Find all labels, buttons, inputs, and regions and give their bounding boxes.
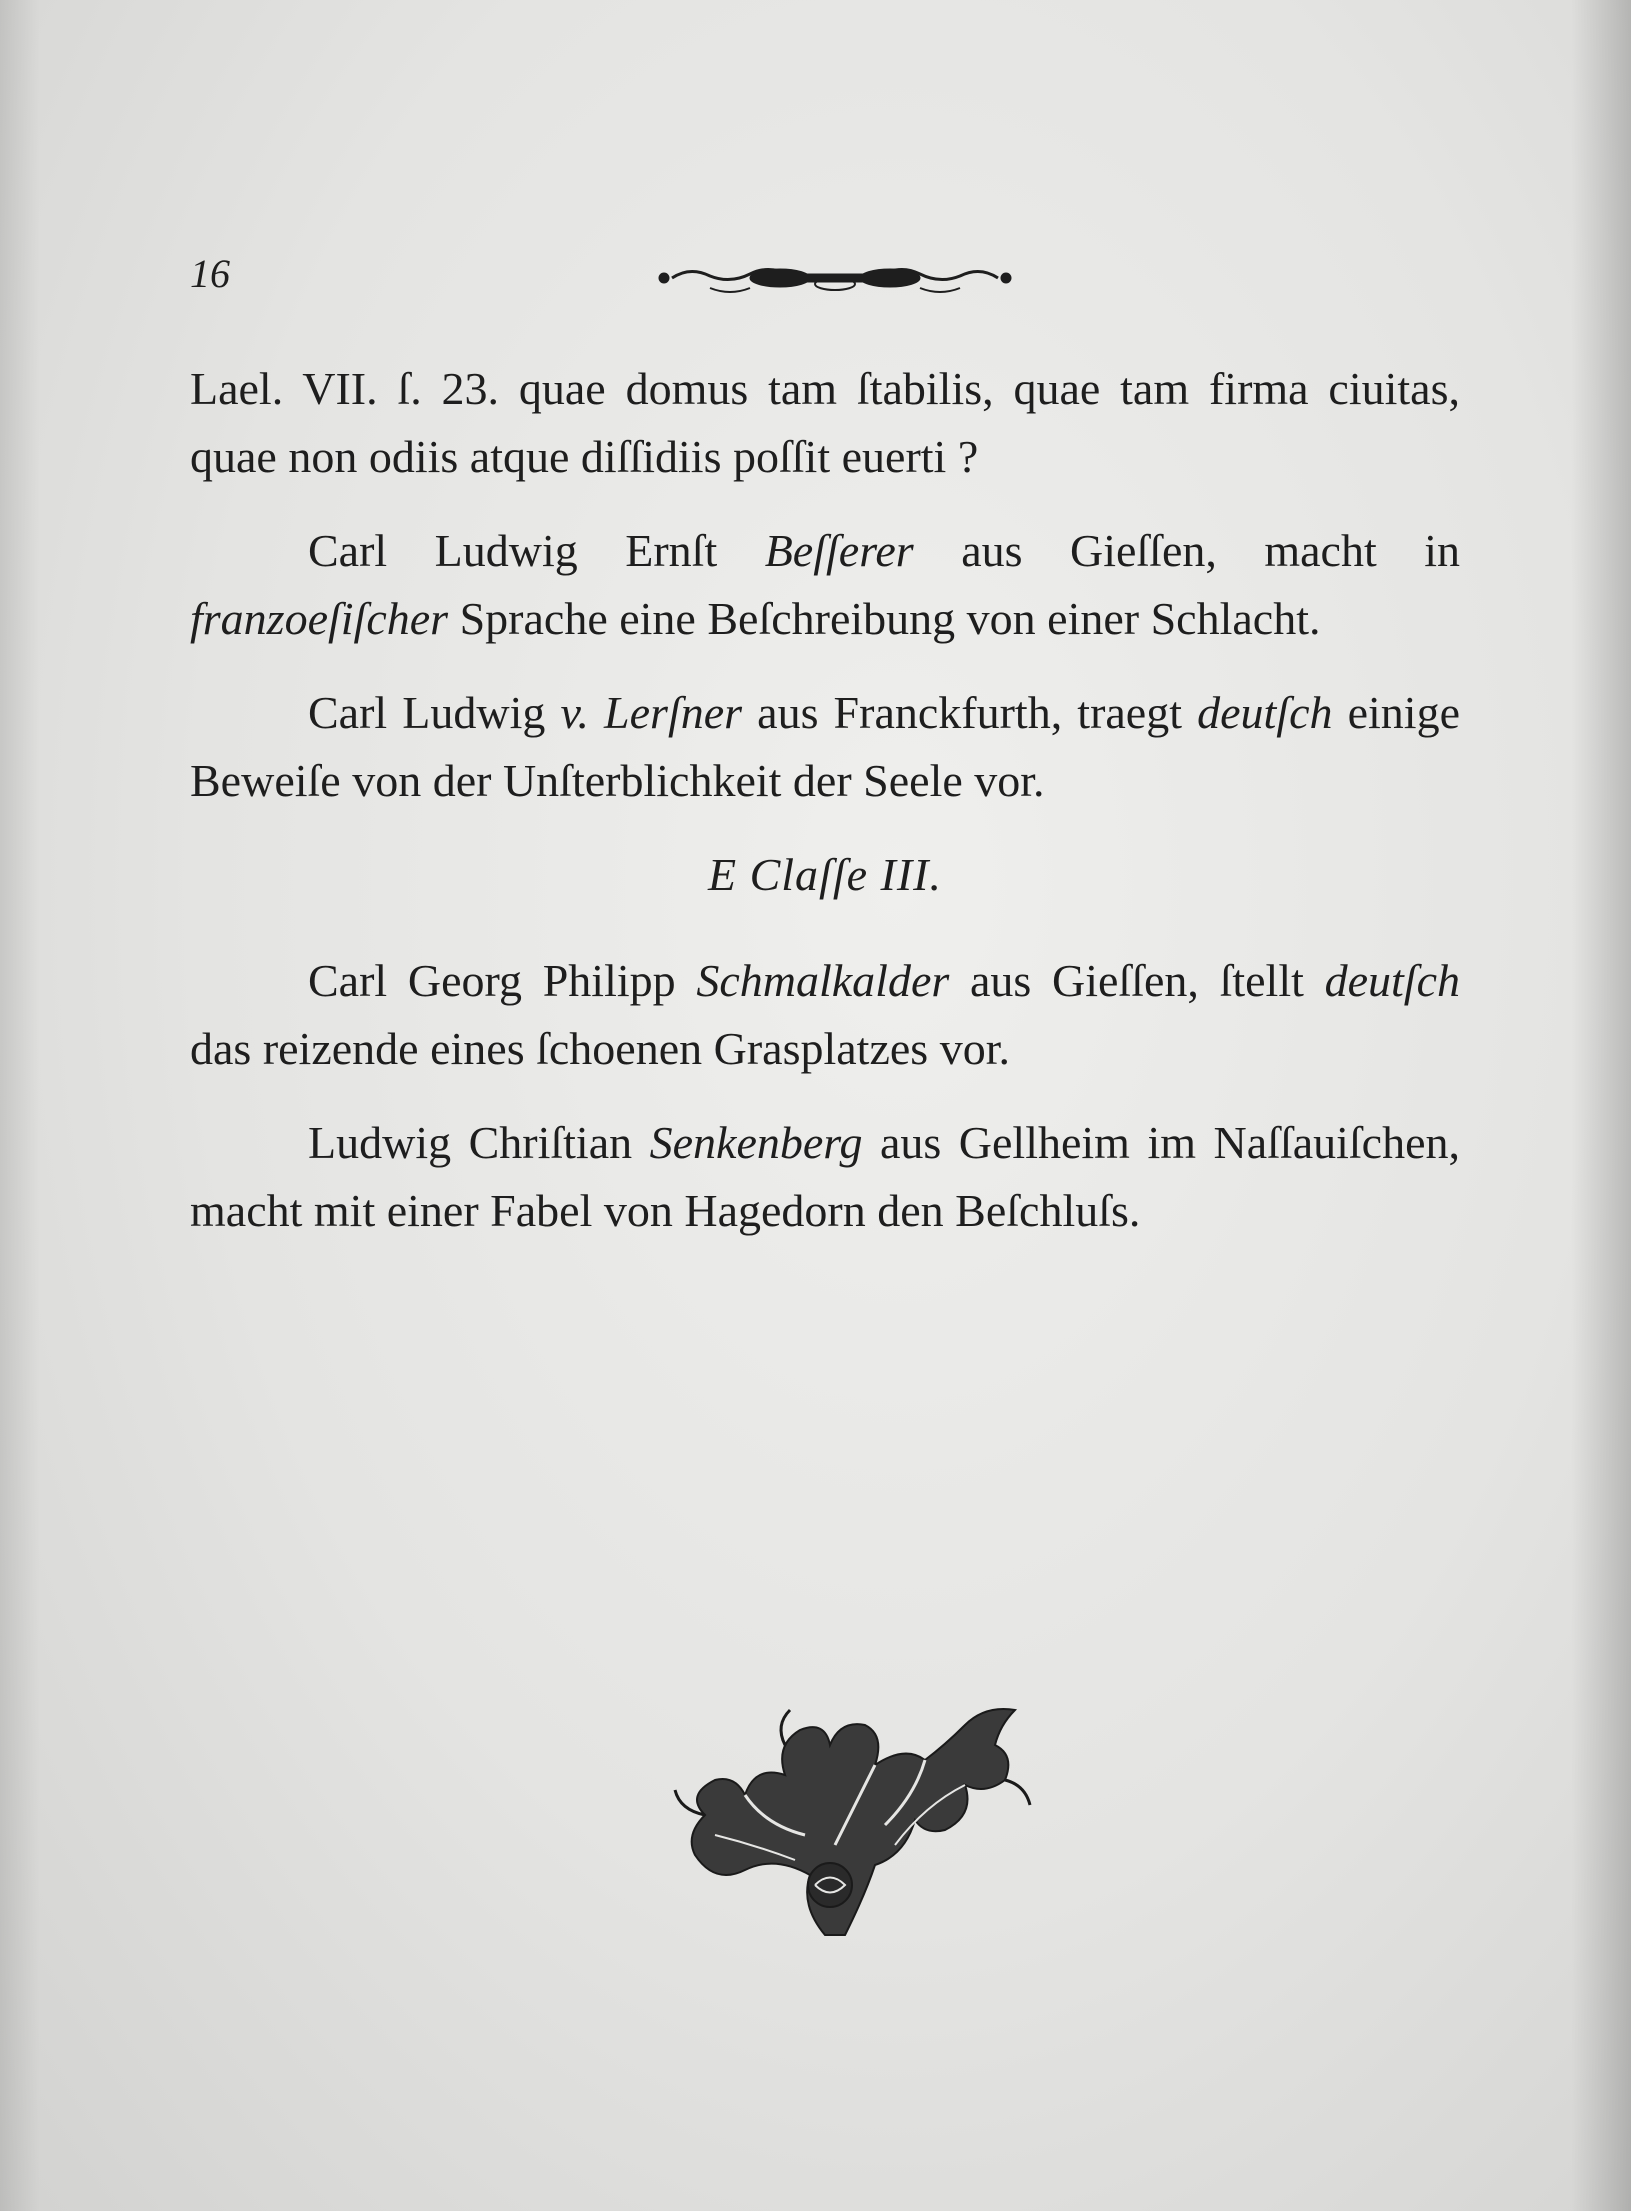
page-header	[180, 250, 1470, 310]
page-number: 16	[190, 251, 230, 296]
text-run: Ludwig Chriſtian	[308, 1117, 650, 1168]
text-run-italic: deutſch	[1197, 687, 1333, 738]
text-run: Carl Georg Philipp	[308, 955, 697, 1006]
text-run: das reizende eines ſchoenen Grasplatzes vor.	[190, 1023, 1010, 1074]
text-run-italic: deutſch	[1324, 955, 1461, 1006]
section-heading: E Claſſe III.	[708, 849, 942, 900]
text-run: einige Beweiſe von der Unſterblichkeit der Seele vor.	[190, 687, 1460, 806]
main-text	[190, 355, 1460, 1271]
text-run: aus Gieſſen, macht in	[913, 525, 1460, 576]
text-run: Carl Ludwig Ernſt	[308, 525, 765, 576]
text-run: aus Gellheim im Naſſauiſchen, macht mit einer Fabel von Hagedorn den Beſchluſs.	[190, 1117, 1461, 1236]
paragraph-5	[190, 1109, 1460, 1245]
text-run-italic: Beſſerer	[764, 525, 914, 576]
text-run: Carl Ludwig	[308, 687, 561, 738]
text-run-italic: franzoeſiſcher	[190, 593, 449, 644]
paragraph-1	[190, 355, 1460, 491]
spine-shadow	[1571, 0, 1631, 2211]
header-ornament-icon	[650, 254, 1020, 302]
text-run: aus Franckfurth, traegt	[742, 687, 1198, 738]
paragraph-2	[190, 517, 1460, 653]
text-run: Sprache eine Beſchreibung von einer Schlacht.	[448, 593, 1321, 644]
text-run: Lael. VII. ſ. 23. quae domus tam ſtabilis, quae tam firma ciuitas, quae non odiis atque diſſidiis poſſit euerti ?	[190, 363, 1460, 482]
paragraph-3	[190, 679, 1460, 815]
page-edge-shadow	[0, 0, 40, 2211]
floral-vignette-icon	[625, 1685, 1045, 1965]
text-run: aus Gieſſen, ſtellt	[949, 955, 1325, 1006]
paragraph-4	[190, 947, 1460, 1083]
text-run-italic: v. Lerſner	[560, 687, 743, 738]
text-run-italic: Senkenberg	[649, 1117, 863, 1168]
text-run-italic: Schmalkalder	[696, 955, 950, 1006]
